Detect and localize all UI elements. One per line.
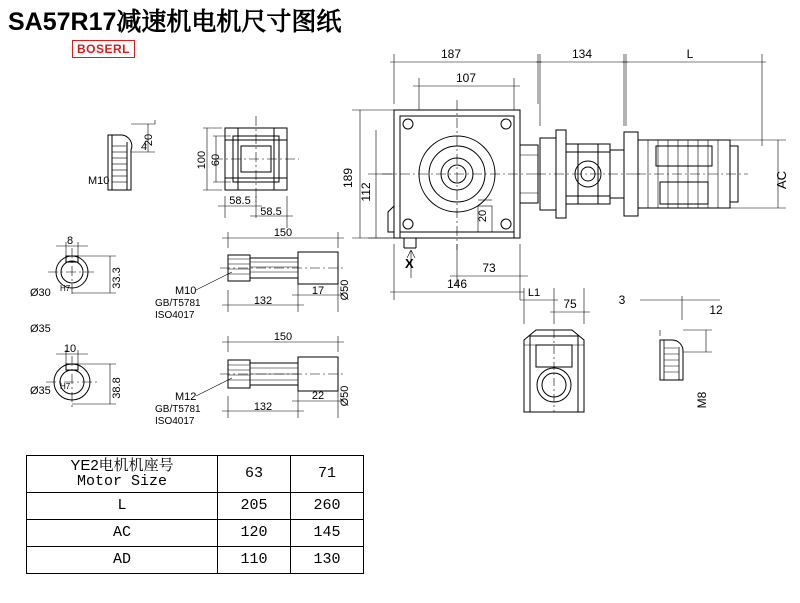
shaft-section-30 xyxy=(48,242,116,296)
label-M8: M8 xyxy=(695,391,709,409)
row-AD-63: 110 xyxy=(218,546,291,573)
dim-58-5-a: 58.5 xyxy=(229,195,251,207)
row-AC-71: 145 xyxy=(291,519,364,546)
table-header-label xyxy=(27,456,218,493)
top-dimensions xyxy=(352,54,786,300)
dim-L: L xyxy=(686,47,694,61)
brand-logo: BOSERL xyxy=(72,40,135,58)
dim-73: 73 xyxy=(482,261,496,275)
dia-35-fit: H7 xyxy=(60,382,71,391)
dim-58-5-b: 58.5 xyxy=(260,206,282,218)
row-label-AC: AC xyxy=(27,519,218,546)
row-L-71: 260 xyxy=(291,492,364,519)
keyway-detail-top-left xyxy=(108,120,155,190)
dim-189: 189 xyxy=(341,167,355,189)
label-M12-bolt: M12 xyxy=(175,391,197,403)
motor-view xyxy=(624,132,748,216)
dim-187: 187 xyxy=(440,47,462,61)
dim-60: 60 xyxy=(210,153,222,167)
dim-33-3: 33.3 xyxy=(111,267,123,289)
table-header-col-63: 63 xyxy=(218,456,291,493)
table-header-label-cn: YE2电机机座号 xyxy=(70,457,174,474)
shaft-section-35 xyxy=(46,350,116,408)
dim-132-a: 132 xyxy=(253,295,273,307)
std-iso-b: ISO4017 xyxy=(155,416,195,427)
dim-20-gearbox: 20 xyxy=(477,209,489,223)
motor-dimension-table xyxy=(26,455,364,574)
std-gb-b: GB/T5781 xyxy=(155,404,201,415)
table-header-col-71: 71 xyxy=(291,456,364,493)
table-row-header xyxy=(27,456,364,493)
dim-107: 107 xyxy=(455,71,477,85)
label-M10-bolt: M10 xyxy=(175,285,197,297)
label-M10-keyway: M10 xyxy=(88,175,110,187)
dim-20-keyway: 20 xyxy=(143,133,155,147)
flange-top-view xyxy=(203,116,299,228)
dia-35: Ø35 xyxy=(30,385,51,397)
dim-134: 134 xyxy=(571,47,593,61)
std-iso-a: ISO4017 xyxy=(155,310,195,321)
dim-AC: AC xyxy=(774,170,789,190)
row-label-AD: AD xyxy=(27,546,218,573)
dim-146: 146 xyxy=(446,277,468,291)
row-label-L: L xyxy=(27,492,218,519)
table-row xyxy=(27,492,364,519)
page-title: SA57R17减速机电机尺寸图纸 xyxy=(8,8,342,36)
dim-150-a: 150 xyxy=(273,227,293,239)
dim-17: 17 xyxy=(311,285,325,297)
table-header-label-en: Motor Size xyxy=(76,472,167,490)
table-row xyxy=(27,519,364,546)
dim-38-8: 38.8 xyxy=(111,377,123,399)
row-AC-63: 120 xyxy=(218,519,291,546)
table-row xyxy=(27,546,364,573)
dim-132-b: 132 xyxy=(253,401,273,413)
dim-100: 100 xyxy=(196,150,208,170)
dim-3: 3 xyxy=(618,293,626,307)
dim-10: 10 xyxy=(63,343,77,355)
gearbox-main-view xyxy=(382,100,538,250)
dia-30: Ø30 xyxy=(30,287,51,299)
row-L-63: 205 xyxy=(218,492,291,519)
dim-150-b: 150 xyxy=(273,331,293,343)
dim-75: 75 xyxy=(563,297,577,311)
dim-12: 12 xyxy=(709,303,723,317)
dim-22: 22 xyxy=(311,390,325,402)
dim-112: 112 xyxy=(359,182,373,202)
dim-4: 4 xyxy=(141,141,148,153)
std-gb-a: GB/T5781 xyxy=(155,298,201,309)
view-marker-X: X xyxy=(405,256,414,271)
dia-35-plain: Ø35 xyxy=(30,323,51,335)
key-detail-m8 xyxy=(640,296,720,380)
dia-50-a: Ø50 xyxy=(339,279,351,301)
dim-8: 8 xyxy=(66,235,74,247)
row-AD-71: 130 xyxy=(291,546,364,573)
dia-30-fit: H7 xyxy=(60,284,71,293)
dia-50-b: Ø50 xyxy=(339,385,351,407)
x-view-bottom xyxy=(520,288,590,412)
dim-L1: L1 xyxy=(527,287,541,299)
